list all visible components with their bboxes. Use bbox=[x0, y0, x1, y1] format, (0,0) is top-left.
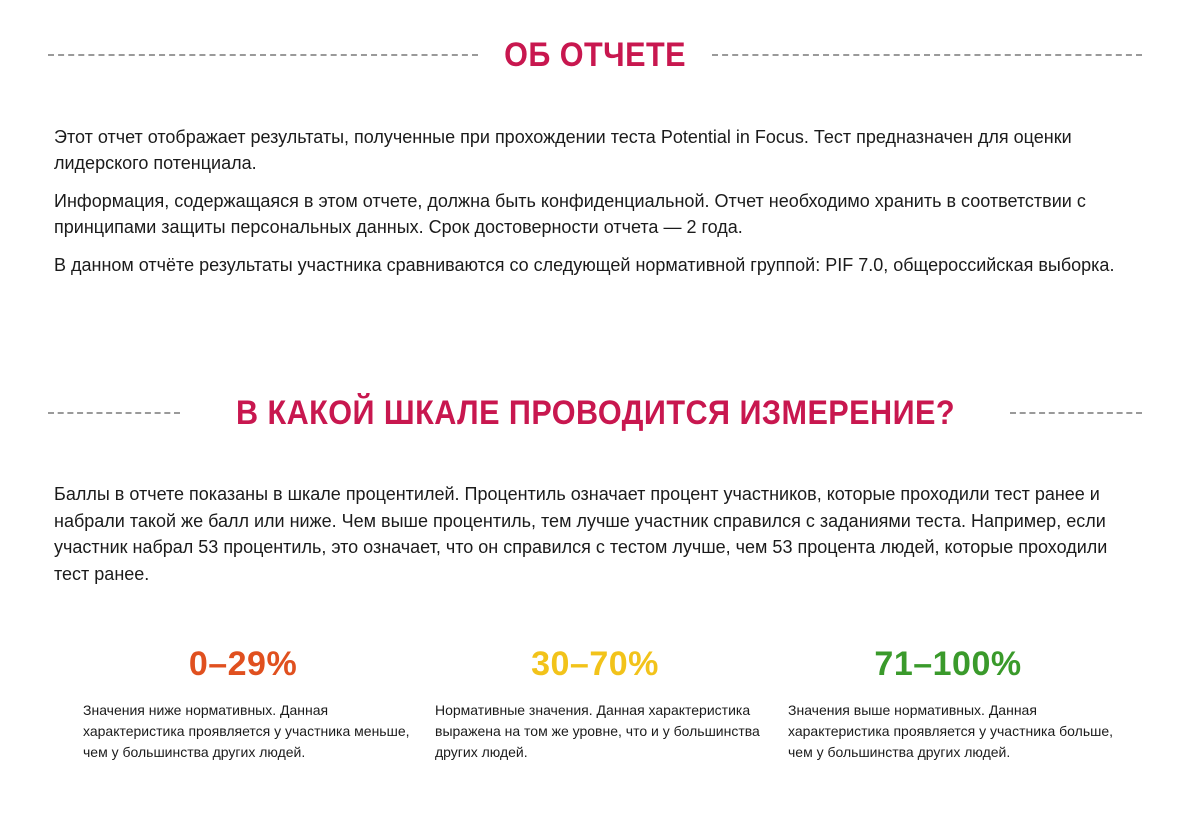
range-description-high: Значения выше нормативных. Данная характеристика проявляется у участника больше, чем у большинства других людей. bbox=[788, 702, 1114, 760]
section-title-about: ОБ ОТЧЕТЕ bbox=[504, 36, 686, 74]
about-paragraph-norm-group: В данном отчёте результаты участника сравниваются со следующей нормативной группой: PIF 7.0, общероссийская выборка. bbox=[54, 255, 1115, 275]
scale-paragraph-percentiles: Баллы в отчете показаны в шкале процентилей. Процентиль означает процент участников, которые проходили тест ранее и набрали такой же балл или ниже. Чем выше процентиль, тем лучше участник справился с заданиями теста. Например, если участник набрал 53 процентиль, это означает, что он справился с тестом лучше, чем 53 процента людей, которые проходили тест ранее. bbox=[54, 484, 1108, 584]
range-value-high: 71–100% bbox=[874, 645, 1022, 683]
range-value-normal: 30–70% bbox=[531, 645, 659, 683]
dashed-divider-right bbox=[1010, 412, 1142, 414]
range-block-low bbox=[83, 642, 423, 763]
section-header-scale bbox=[48, 396, 1142, 430]
range-value-low: 0–29% bbox=[188, 645, 298, 683]
range-description-low: Значения ниже нормативных. Данная характеристика проявляется у участника меньше, чем у большинства других людей. bbox=[83, 702, 410, 760]
section-title-scale: В КАКОЙ ШКАЛЕ ПРОВОДИТСЯ ИЗМЕРЕНИЕ? bbox=[235, 394, 955, 432]
about-paragraph-purpose: Этот отчет отображает результаты, полученные при прохождении теста Potential in Focus. Тест предназначен для оценки лидерского потенциала. bbox=[54, 127, 1072, 173]
range-description-normal: Нормативные значения. Данная характеристика выражена на том же уровне, что и у большинства других людей. bbox=[435, 702, 760, 760]
dashed-divider-left bbox=[48, 412, 180, 414]
dashed-divider-left bbox=[48, 54, 478, 56]
range-block-normal bbox=[435, 642, 775, 763]
section-header-about bbox=[48, 38, 1142, 72]
dashed-divider-right bbox=[712, 54, 1142, 56]
range-block-high bbox=[788, 642, 1128, 763]
about-paragraph-confidentiality: Информация, содержащаяся в этом отчете, должна быть конфиденциальной. Отчет необходимо хранить в соответствии с принципами защиты персональных данных. Срок достоверности отчета — 2 года. bbox=[54, 191, 1086, 237]
